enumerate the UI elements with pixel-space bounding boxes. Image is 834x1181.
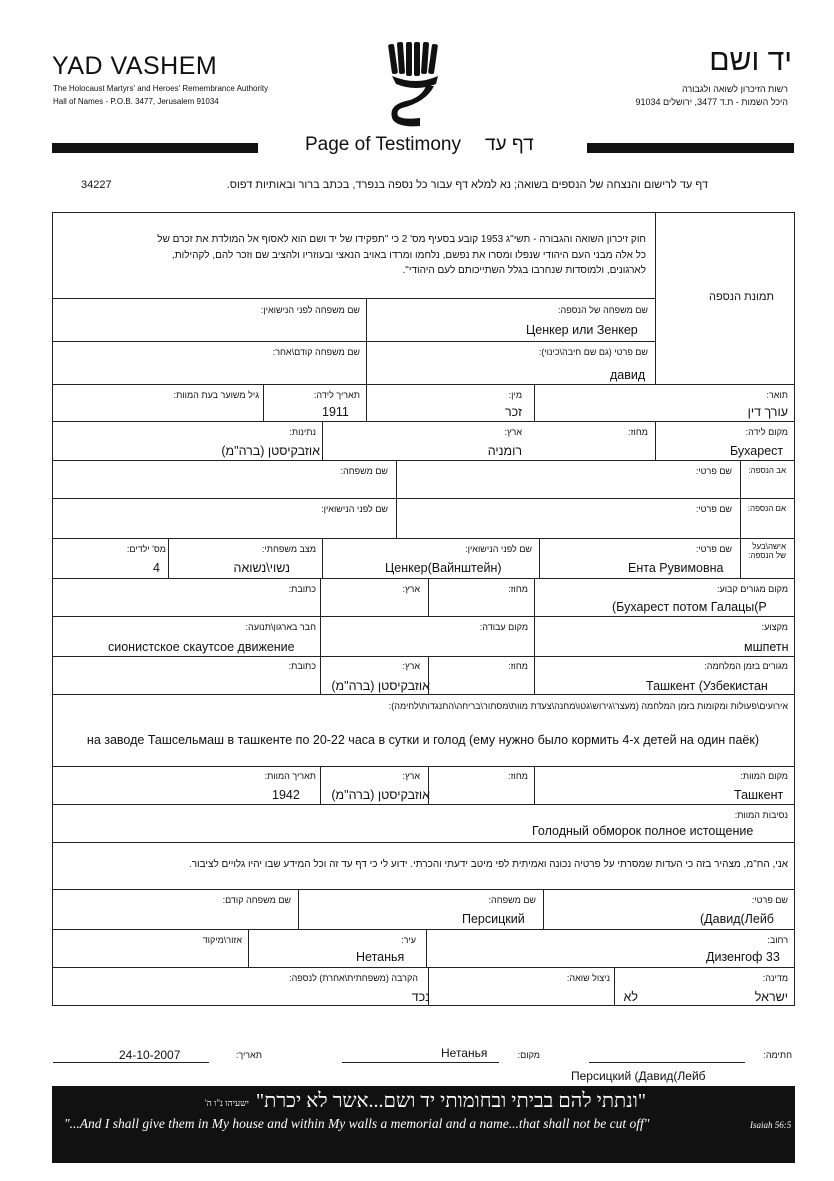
activities-text-wrap [0, 728, 759, 750]
profession-value[interactable]: мшпетн [744, 640, 789, 654]
relation-label: הקרבה (משפחתית\אחרת) לנספה: [289, 973, 418, 983]
submitter-prev-label: שם משפחה קודם: [222, 895, 291, 905]
spouse-maiden-label: שם לפני הנישואין: [465, 544, 532, 554]
victim-birth-place[interactable]: Бухарест [730, 444, 784, 458]
survivor-label: ניצול שואה: [566, 973, 610, 983]
organization-label: חבר בארגון\תנועה: [245, 622, 316, 632]
spouse-role-label: אישה\בעל של הנספה: [748, 542, 786, 560]
footer-quote-he: "ונתתי להם בביתי ובחומותי יד ושם...אשר לא יכרת" [256, 1090, 647, 1112]
victim-gender-label: מין: [508, 390, 522, 400]
death-circumstances-label: נסיבות המוות: [734, 810, 788, 820]
city-value[interactable]: Нетанья [356, 950, 405, 964]
victim-last-name[interactable]: Ценкер или Зенкер [526, 323, 638, 337]
wartime-residence-label: מגורים בזמן המלחמה: [704, 661, 788, 671]
victim-birth-date-label: תאריך לידה: [313, 390, 360, 400]
spouse-first-name[interactable]: Ента Рувимовна [628, 561, 724, 575]
law-text-line-2: כל אלה מבני העם היהודי שנפלו ומסרו את נפשם, נלחמו ומרדו באויב הנאצי ובעוזריו ולהציב שם וזכר להם, לקהילות, [171, 250, 646, 261]
death-date-label: תאריך המוות: [264, 771, 316, 781]
spouse-maiden-name[interactable]: Ценкер(Вайнштейн) [385, 561, 502, 575]
victim-country-label: ארץ: [504, 427, 522, 437]
spouse-first-label: שם פרטי: [695, 544, 732, 554]
victim-gender[interactable]: זכר [504, 405, 522, 419]
org-subtitle-en: The Holocaust Martyrs' and Heroes' Remembrance Authority [53, 84, 269, 93]
zip-label: אזור\מיקוד [202, 935, 242, 945]
workplace-label: מקום עבודה: [479, 622, 528, 632]
death-place[interactable]: Ташкент [734, 788, 784, 802]
victim-nationality-label: נתינות: [289, 427, 316, 437]
victim-country[interactable]: רומניה [487, 444, 522, 458]
title-bar-left [52, 143, 258, 153]
org-address-he: היכל השמות - ת.ד 3477, ירושלים 91034 [635, 97, 788, 107]
signature-label: חתימה: [763, 1050, 792, 1060]
footer-quote-en: "...And I shall give them in My house and within My walls a memorial and a name...that shall not be cut off" [64, 1116, 650, 1131]
sign-date[interactable]: 24-10-2007 [119, 1048, 181, 1062]
sign-place[interactable]: Нетанья [441, 1046, 488, 1060]
submitter-first-label: שם פרטי: [751, 895, 788, 905]
org-name-en: YAD VASHEM [52, 52, 218, 80]
submitter-last-name[interactable]: Персицкий [462, 912, 525, 926]
declaration-text: אני, הח"מ, מצהיר בזה כי העדות שמסרתי על פרטיה נכונה ואמיתית לפי מיטב ידעתי והכרתי. ידוע לי כי דף עד זה וכל המידע שבו יהיו גלויים לציבור. [188, 859, 788, 870]
death-circumstances[interactable]: Голодный обморок полное истощение [532, 824, 754, 838]
residence-label: מקום מגורים קבוע: [716, 584, 788, 594]
sign-date-label: תאריך: [235, 1050, 262, 1060]
wartime-country-label: ארץ: [402, 661, 420, 671]
victim-birth-place-label: מקום לידה: [745, 427, 788, 437]
relation-value[interactable]: נכד [411, 990, 430, 1004]
signer-name[interactable]: Персицкий (Давид(Лейб [571, 1069, 706, 1083]
wartime-address-label: כתובת: [288, 661, 316, 671]
page-title-he: דף עד [485, 134, 534, 155]
mother-maiden-label: שם לפני הנישואין: [321, 504, 388, 514]
survivor-value[interactable]: לא [623, 990, 638, 1004]
mother-role-label: אם הנספה: [747, 504, 786, 513]
victim-title-label: תואר: [766, 390, 788, 400]
law-text-line-3: לארגונים, ולמוסדות שנחרבו בגלל השתייכותם לעם היהודי". [402, 265, 646, 276]
activities-label: אירועים\פעולות ומקומות בזמן המלחמה (מעצר\גירוש\גטו\מחנה\צעדת מוות\מסתור\בריחה\התנגדות\לחימה): [388, 701, 788, 711]
victim-district-label: מחוז: [628, 427, 648, 437]
page-number: 34227 [81, 179, 112, 191]
victim-last-name-label: שם משפחה של הנספה: [557, 305, 648, 315]
family-status-label: מצב משפחתי: [261, 544, 316, 554]
mother-first-label: שם פרטי: [695, 504, 732, 514]
yad-vashem-logo [386, 42, 448, 132]
org-name-he: יד ושם [709, 44, 792, 77]
wartime-residence-value[interactable]: Ташкент (Узбекистан [646, 679, 768, 693]
victim-maiden-label: שם משפחה לפני הנישואין: [260, 305, 360, 315]
father-role-label: אב הנספה: [748, 466, 786, 475]
victim-first-name[interactable]: давид [610, 368, 646, 382]
residence-district-label: מחוז: [508, 584, 528, 594]
wartime-district-label: מחוז: [508, 661, 528, 671]
residence-address-label: כתובת: [288, 584, 316, 594]
street-value[interactable]: Дизенгоф 33 [706, 950, 780, 964]
submitter-first-name[interactable]: (Давид(Лейб [700, 912, 774, 926]
victim-birth-date[interactable]: 1911 [322, 405, 349, 419]
footer-quote-he-ref: ישעיהו נ"ו ה' [205, 1098, 249, 1108]
children-count[interactable]: 4 [153, 561, 160, 575]
city-label: עיר: [401, 935, 416, 945]
victim-prev-name-label: שם משפחה קודם\אחר: [272, 347, 360, 357]
submitter-last-label: שם משפחה: [488, 895, 536, 905]
law-text-line-1: חוק זיכרון השואה והגבורה - תשי"ג 1953 קובע בסעיף מס' 2 כי "תפקידו של יד ושם הוא לאסוף אל המולדת את זכרם של [157, 234, 646, 245]
death-country-label: ארץ: [402, 771, 420, 781]
org-subtitle-he: רשות הזיכרון לשואה ולגבורה [681, 84, 788, 94]
death-country[interactable]: אוזבקיסטן (ברה"מ) [331, 788, 430, 802]
victim-age-label: גיל משוער בעת המוות: [173, 390, 259, 400]
residence-value[interactable]: (Бухарест потом Галацы(Р [612, 600, 767, 614]
death-district-label: מחוז: [508, 771, 528, 781]
father-first-label: שם פרטי: [695, 466, 732, 476]
street-label: רחוב: [767, 935, 788, 945]
death-date[interactable]: 1942 [272, 788, 300, 802]
sign-place-label: מקום: [517, 1050, 540, 1060]
profession-label: מקצוע: [761, 622, 788, 632]
wartime-country[interactable]: אוזבקיסטן (ברה"מ) [331, 679, 430, 693]
death-place-label: מקום המוות: [740, 771, 788, 781]
father-last-label: שם משפחה: [340, 466, 388, 476]
victim-first-name-label: שם פרטי (גם שם חיבה\כינוי): [538, 347, 648, 357]
family-status[interactable]: נשוי\נשואה [233, 561, 290, 575]
photo-label: תמונת הנספה [709, 291, 774, 303]
org-address-en: Hall of Names - P.O.B. 3477, Jerusalem 91034 [53, 97, 219, 106]
title-bar-right [587, 143, 794, 153]
victim-nationality[interactable]: אוזבקיסטן (ברה"מ) [221, 444, 320, 458]
children-count-label: מס' ילדים: [126, 544, 166, 554]
organization-value[interactable]: сионистское скаутсое движение [108, 640, 295, 654]
activities-value[interactable]: на заводе Ташсельмаш в ташкенте по 20-22 часа в сутки и голод (ему нужно было кормить 4-х детей на один паёк) [86, 733, 759, 747]
page-title: Page of Testimony [305, 134, 461, 155]
residence-country-label: ארץ: [402, 584, 420, 594]
submitter-country[interactable]: ישראל [754, 990, 788, 1004]
victim-title[interactable]: עורך דין [747, 405, 788, 419]
footer-quote-en-ref: Isaiah 56:5 [750, 1120, 792, 1130]
submitter-country-label: מדינה: [762, 973, 788, 983]
instructions: דף עד לרישום והנצחה של הנספים בשואה; נא למלא דף עבור כל נספה בנפרד, בכתב ברור ובאותיות דפוס. [226, 179, 708, 191]
